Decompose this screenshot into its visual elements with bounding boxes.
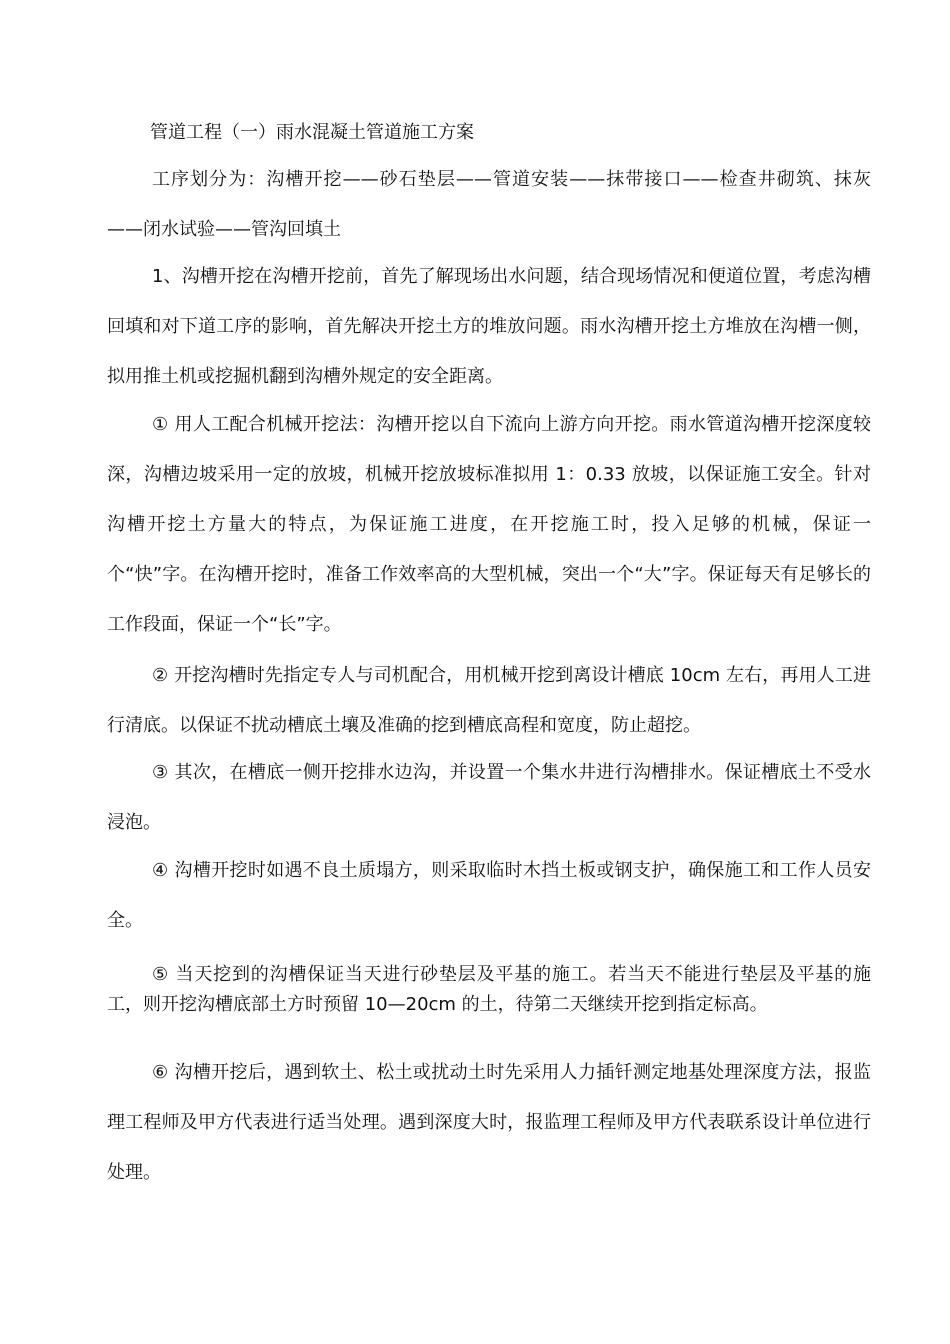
paragraph-item-6: ⑥ 沟槽开挖后，遇到软土、松土或扰动土时先采用人力插钎测定地基处理深度方法，报监理工程师及甲方代表进行适当处理。遇到深度大时，报监理工程师及甲方代表联系设计单位进行处理。 <box>107 1062 871 1183</box>
paragraph-item-2: ② 开挖沟槽时先指定专人与司机配合，用机械开挖到离设计槽底 10cm 左右，再用人工进行清底。以保证不扰动槽底土壤及准确的挖到槽底高程和宽度，防止超挖。 <box>107 665 871 736</box>
paragraph-process-sequence: 工序划分为：沟槽开挖——砂石垫层——管道安装——抹带接口——检查井砌筑、抹灰——闭水试验——管沟回填土 <box>107 169 871 240</box>
paragraph-item-4: ④ 沟槽开挖时如遇不良土质塌方，则采取临时木挡土板或钢支护，确保施工和工作人员安全。 <box>107 860 871 931</box>
document-title: 管道工程（一）雨水混凝土管道施工方案 <box>150 122 474 143</box>
paragraph-trench-excavation: 1、沟槽开挖在沟槽开挖前，首先了解现场出水问题，结合现场情况和便道位置，考虑沟槽回填和对下道工序的影响，首先解决开挖土方的堆放问题。雨水沟槽开挖土方堆放在沟槽一侧，拟用推土机或挖掘机翻到沟槽外规定的安全距离。 <box>107 266 871 387</box>
paragraph-item-5: ⑤ 当天挖到的沟槽保证当天进行砂垫层及平基的施工。若当天不能进行垫层及平基的施工，则开挖沟槽底部土方时预留 10—20cm 的土，待第二天继续开挖到指定标高。 <box>107 964 871 1015</box>
paragraph-item-1: ① 用人工配合机械开挖法：沟槽开挖以自下流向上游方向开挖。雨水管道沟槽开挖深度较深，沟槽边坡采用一定的放坡，机械开挖放坡标准拟用 1：0.33 放坡，以保证施工安全。针对沟槽开挖土方量大的特点，为保证施工进度，在开挖施工时，投入足够的机械，保证一个“快”字。在沟槽开挖时，准备工作效率高的大型机械，突出一个“大”字。保证每天有足够长的工作段面，保证一个“长”字。 <box>107 414 871 635</box>
paragraph-item-3: ③ 其次，在槽底一侧开挖排水边沟，并设置一个集水井进行沟槽排水。保证槽底土不受水浸泡。 <box>107 762 871 833</box>
